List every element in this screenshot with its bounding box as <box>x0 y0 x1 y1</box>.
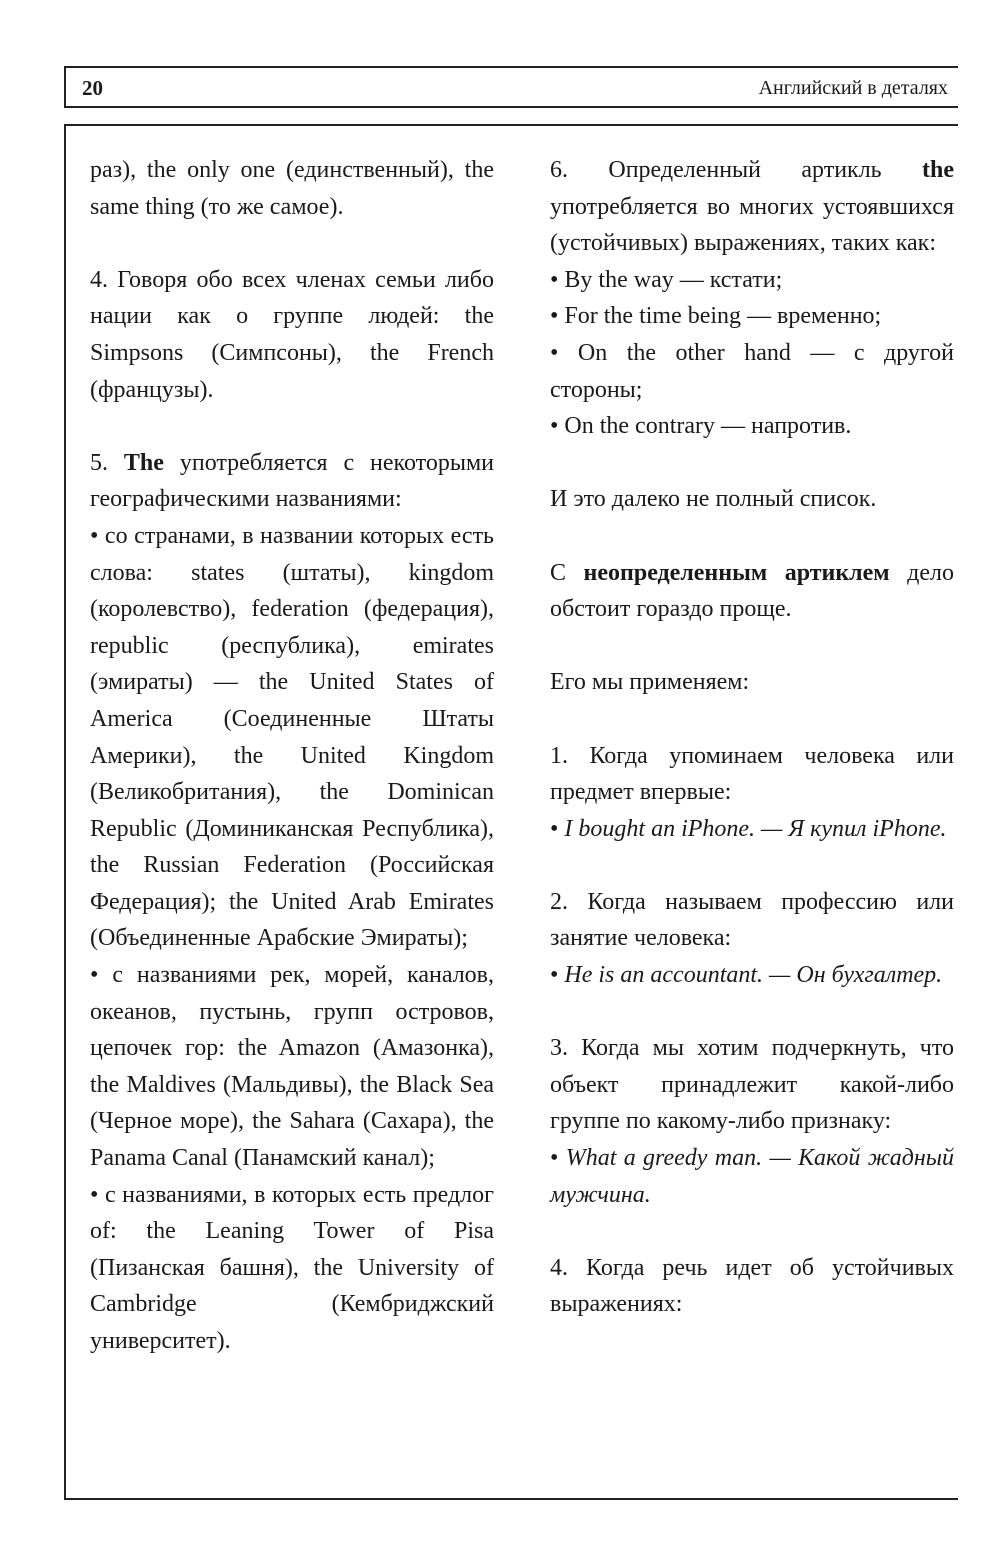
example-1 <box>550 811 954 848</box>
right-column <box>550 152 954 1323</box>
note-paragraph: И это далеко не полный список. <box>550 486 877 513</box>
example-2 <box>550 957 954 994</box>
indefinite-intro <box>550 555 954 628</box>
bold-term: The <box>123 449 164 476</box>
expression-item: • On the other hand — с другой стороны; <box>550 339 954 403</box>
frame-bottom-line <box>64 1498 958 1500</box>
rule-2: 2. Когда называем профессию или занятие человека: <box>550 888 954 952</box>
page-number: 20 <box>82 76 103 100</box>
bullet: • <box>550 815 559 842</box>
example-text: What a greedy man. — Какой жадный мужчина. <box>550 1145 954 1208</box>
example-text: He is an accountant. — Он бухгалтер. <box>564 962 943 989</box>
page-header <box>64 66 958 108</box>
rule-text: 6. Определенный артикль <box>550 157 882 183</box>
paragraph-rule-6 <box>550 152 954 262</box>
rule-3: 3. Когда мы хотим подчеркнуть, что объект принадлежит какой-либо группе по какому-либо признаку: <box>550 1035 954 1135</box>
frame-top-line <box>64 124 958 126</box>
text: С <box>550 559 567 586</box>
expression-item: • By the way — кстати; <box>550 266 783 293</box>
paragraph-continuation: раз), the only one (единственный), the same thing (то же самое). <box>90 157 494 220</box>
book-title: Английский в деталях <box>758 77 948 99</box>
apply-heading: Его мы применяем: <box>550 669 750 696</box>
bold-term: неопределенным артиклем <box>583 559 890 586</box>
text: дело обстоит гораздо проще. <box>550 559 954 623</box>
rule-1: 1. Когда упоминаем человека или предмет впервые: <box>550 742 954 806</box>
bullet: • <box>550 962 559 989</box>
expression-item: • For the time being — временно; <box>550 303 882 330</box>
paragraph-rule-4: 4. Говоря обо всех членах семьи либо нации как о группе людей: the Simpsons (Симпсоны), the French (французы). <box>90 266 494 403</box>
rule-number: 5. <box>90 449 108 476</box>
bold-term: the <box>922 157 954 183</box>
expression-item: • On the contrary — напротив. <box>550 413 852 440</box>
example-3 <box>550 1140 954 1213</box>
frame-left-line <box>64 124 66 1500</box>
rule-text-rest: употребляется во многих устоявшихся (устойчивых) выражениях, таких как: <box>550 193 954 257</box>
bullet-of-names: • с названиями, в которых есть предлог of: the Leaning Tower of Pisa (Пизанская башня), the University of Cambridge (Кембриджский университет). <box>90 1181 494 1354</box>
bullet-countries: • со странами, в названии которых есть слова: states (штаты), kingdom (королевство), federation (федерация), republic (республика), emirates (эмираты) — the United States of America (Соединенные Штаты Америки), the United Kingdom (Великобритания), the Dominican Republic (Доминиканская Республика), the Russian Federation (Российская Федерация); the United Arab Emirates (Объединенные Арабские Эмираты); <box>90 522 494 952</box>
left-column <box>90 152 494 1360</box>
example-text: I bought an iPhone. — Я купил iPhone. <box>564 815 947 842</box>
bullet-rivers: • с названиями рек, морей, каналов, океанов, пустынь, групп островов, цепочек гор: the Amazon (Амазонка), the Maldives (Мальдивы), the Black Sea (Черное море), the Sahara (Сахара), the Panama Canal (Панамский канал); <box>90 962 494 1172</box>
rule-text: употребляется с некоторыми географическими названиями: <box>90 449 495 513</box>
rule-4: 4. Когда речь идет об устойчивых выражениях: <box>550 1254 954 1318</box>
paragraph-rule-5 <box>90 445 494 518</box>
bullet: • <box>550 1145 559 1172</box>
